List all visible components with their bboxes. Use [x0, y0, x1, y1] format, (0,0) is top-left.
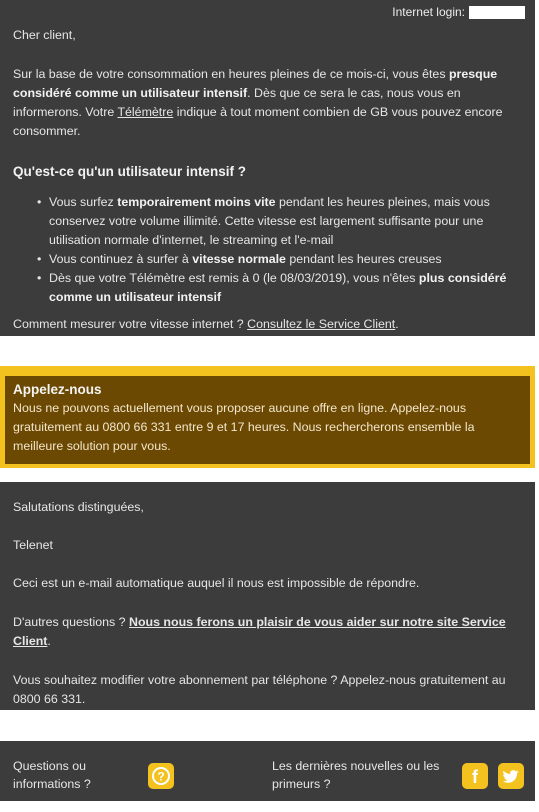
help-icon — [148, 763, 174, 789]
service-client-link[interactable]: Consultez le Service Client — [247, 317, 396, 331]
questions-text: D'autres questions ? — [13, 615, 130, 629]
footer-news-label: Les dernières nouvelles ou les primeurs ? — [272, 759, 440, 791]
footer-questions-label: Questions ou informations ? — [13, 759, 91, 791]
greeting: Cher client, — [13, 28, 76, 42]
redacted-login — [469, 6, 525, 19]
twitter-icon — [498, 763, 524, 789]
svg-text:f: f — [472, 767, 478, 787]
telemetre-link[interactable]: Télémètre — [117, 105, 174, 119]
main-message-panel — [0, 0, 535, 336]
intro-paragraph — [13, 65, 513, 141]
login-label: Internet login: — [392, 5, 465, 19]
twitter-button[interactable] — [498, 763, 524, 789]
auto-notice: Ceci est un e-mail automatique auquel il nous est impossible de répondre. — [13, 576, 420, 590]
measure-line — [13, 315, 513, 334]
bullet-text: pendant les heures pleines, mais vous conservez votre volume illimité. Cette vitesse est largement suffisante pour une utilisation normale d'internet, le streaming et l'e-mail — [49, 195, 490, 247]
list-item — [35, 193, 510, 250]
intro-text-2: . Dès que ce sera le cas, nous vous en informerons. Votre — [13, 86, 461, 119]
bullet-bold: vitesse normale — [192, 252, 286, 266]
callout-body-box — [5, 376, 530, 464]
callout-title: Appelez-nous — [13, 382, 102, 397]
measure-text: Comment mesurer votre vitesse internet ? — [13, 317, 248, 331]
salutation: Salutations distinguées, — [13, 500, 144, 514]
measure-end: . — [395, 317, 399, 331]
callout-text: Nous ne pouvons actuellement vous proposer aucune offre en ligne. Appelez-nous gratuitement au 0800 66 331 entre 9 et 17 heures. Nous rechercherons ensemble la meilleure solution pour vous. — [13, 401, 475, 453]
call-us-callout — [0, 366, 535, 468]
svg-text:?: ? — [157, 769, 165, 784]
question-heading: Qu'est-ce qu'un utilisateur intensif ? — [13, 164, 246, 179]
bullet-bold: plus considéré comme un utilisateur intensif — [49, 271, 507, 304]
help-button[interactable] — [148, 763, 174, 789]
bullet-bold: temporairement moins vite — [117, 195, 276, 209]
questions-paragraph — [13, 613, 513, 651]
internet-login — [392, 4, 525, 20]
bullet-text: Vous surfez — [49, 195, 118, 209]
bullet-text: Vous continuez à surfer à — [49, 252, 193, 266]
bullet-list — [35, 193, 510, 307]
bullet-text: pendant les heures creuses — [285, 252, 442, 266]
bullet-text: Dès que votre Télémètre est remis à 0 (le 08/03/2019), vous n'êtes — [49, 271, 419, 285]
facebook-icon — [462, 763, 488, 789]
facebook-button[interactable] — [462, 763, 488, 789]
intro-text-1: Sur la base de votre consommation en heures pleines de ce mois-ci, vous êtes — [13, 67, 449, 81]
intro-text-3: indique à tout moment combien de GB vous pouvez encore consommer. — [13, 105, 503, 138]
questions-end: . — [47, 634, 51, 648]
signature: Telenet — [13, 538, 53, 552]
modify-subscription: Vous souhaitez modifier votre abonnement par téléphone ? Appelez-nous gratuitement au 0800 66 331. — [13, 673, 506, 706]
list-item — [35, 250, 510, 269]
intro-bold: presque considéré comme un utilisateur intensif — [13, 67, 498, 100]
service-client-site-link[interactable]: Nous nous ferons un plaisir de vous aider sur notre site Service Client — [13, 615, 506, 648]
list-item — [35, 269, 510, 307]
closing-panel — [0, 482, 535, 710]
